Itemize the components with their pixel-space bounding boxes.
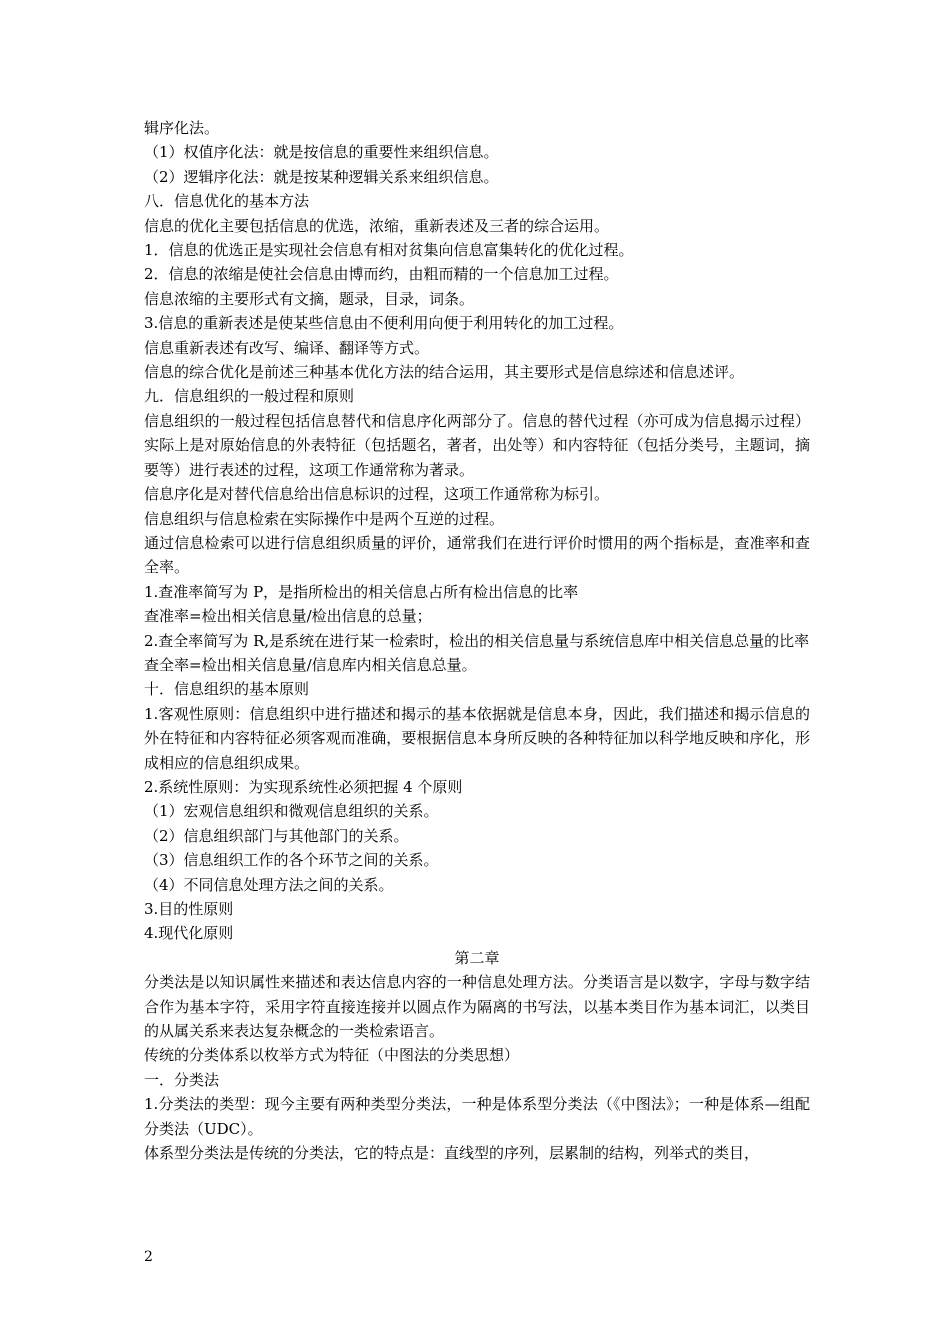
section-heading: 八．信息优化的基本方法 <box>144 192 310 211</box>
page-number: 2 <box>144 1249 153 1265</box>
list-item: （2）信息组织部门与其他部门的关系。 <box>144 826 409 845</box>
list-item: （1）宏观信息组织和微观信息组织的关系。 <box>144 802 439 821</box>
list-item: 2.系统性原则：为实现系统性必须把握 4 个原则 <box>144 777 463 796</box>
document-body <box>144 116 810 1165</box>
list-item: 1．信息的优选正是实现社会信息有相对贫集向信息富集转化的优化过程。 <box>144 241 634 260</box>
body-paragraph: 辑序化法。 <box>144 119 220 137</box>
list-item: 4.现代化原则 <box>144 924 234 943</box>
list-item: 1.分类法的类型：现今主要有两种类型分类法，一种是体系型分类法（《中图法》；一种是体系—组配分类法（UDC）。 <box>144 1095 810 1138</box>
list-item: （1）权值序化法：就是按信息的重要性来组织信息。 <box>144 143 499 162</box>
formula-line: 查准率=检出相关信息量/检出信息的总量； <box>144 607 432 626</box>
body-paragraph: 信息组织的一般过程包括信息替代和信息序化两部分了。信息的替代过程（亦可成为信息揭示过程）实际上是对原始信息的外表特征（包括题名，著者，出处等）和内容特征（包括分类号，主题词，摘要等）进行表述的过程，这项工作通常称为著录。 <box>144 411 810 479</box>
list-item: 2.查全率简写为 R,是系统在进行某一检索时，检出的相关信息量与系统信息库中相关信息总量的比率 <box>144 631 810 650</box>
list-item: （2）逻辑序化法：就是按某种逻辑关系来组织信息。 <box>144 167 499 186</box>
body-paragraph: 分类法是以知识属性来描述和表达信息内容的一种信息处理方法。分类语言是以数字，字母与数字结合作为基本字符，采用字符直接连接并以圆点作为隔离的书写法，以基本类目作为基本词汇，以类目的从属关系来表达复杂概念的一类检索语言。 <box>144 973 810 1041</box>
formula-line: 查全率=检出相关信息量/信息库内相关信息总量。 <box>144 655 477 674</box>
section-heading: 九．信息组织的一般过程和原则 <box>144 387 355 406</box>
list-item: （4）不同信息处理方法之间的关系。 <box>144 875 394 894</box>
list-item: 1.客观性原则：信息组织中进行描述和揭示的基本依据就是信息本身，因此，我们描述和揭示信息的外在特征和内容特征必须客观而准确，要根据信息本身所反映的各种特征加以科学地反映和序化，形成相应的信息组织成果。 <box>144 704 810 772</box>
chapter-title: 第二章 <box>454 948 500 967</box>
list-item: 3.目的性原则 <box>144 900 234 918</box>
list-item: 2．信息的浓缩是使社会信息由博而约，由粗而精的一个信息加工过程。 <box>144 265 619 284</box>
body-paragraph: 体系型分类法是传统的分类法，它的特点是：直线型的序列，层累制的结构，列举式的类目， <box>144 1144 760 1163</box>
body-paragraph: 信息序化是对替代信息给出信息标识的过程，这项工作通常称为标引。 <box>144 485 610 504</box>
body-paragraph: 信息的优化主要包括信息的优选，浓缩，重新表述及三者的综合运用。 <box>144 216 610 235</box>
section-heading: 十．信息组织的基本原则 <box>144 680 310 699</box>
list-item: 1.查准率简写为 P，是指所检出的相关信息占所有检出信息的比率 <box>144 582 579 601</box>
section-heading: 一．分类法 <box>144 1070 220 1089</box>
body-paragraph: 信息的综合优化是前述三种基本优化方法的结合运用，其主要形式是信息综述和信息述评。 <box>144 363 745 382</box>
body-paragraph: 通过信息检索可以进行信息组织质量的评价，通常我们在进行评价时惯用的两个指标是，查准率和查全率。 <box>144 533 810 577</box>
body-paragraph: 信息组织与信息检索在实际操作中是两个互逆的过程。 <box>144 509 505 528</box>
body-paragraph: 信息重新表述有改写、编译、翻译等方式。 <box>144 338 430 357</box>
list-item: 3.信息的重新表述是使某些信息由不便利用向便于利用转化的加工过程。 <box>144 314 624 333</box>
body-paragraph: 传统的分类体系以枚举方式为特征（中图法的分类思想） <box>144 1046 520 1065</box>
list-item: （3）信息组织工作的各个环节之间的关系。 <box>144 851 439 870</box>
body-paragraph: 信息浓缩的主要形式有文摘，题录，目录，词条。 <box>144 289 475 308</box>
